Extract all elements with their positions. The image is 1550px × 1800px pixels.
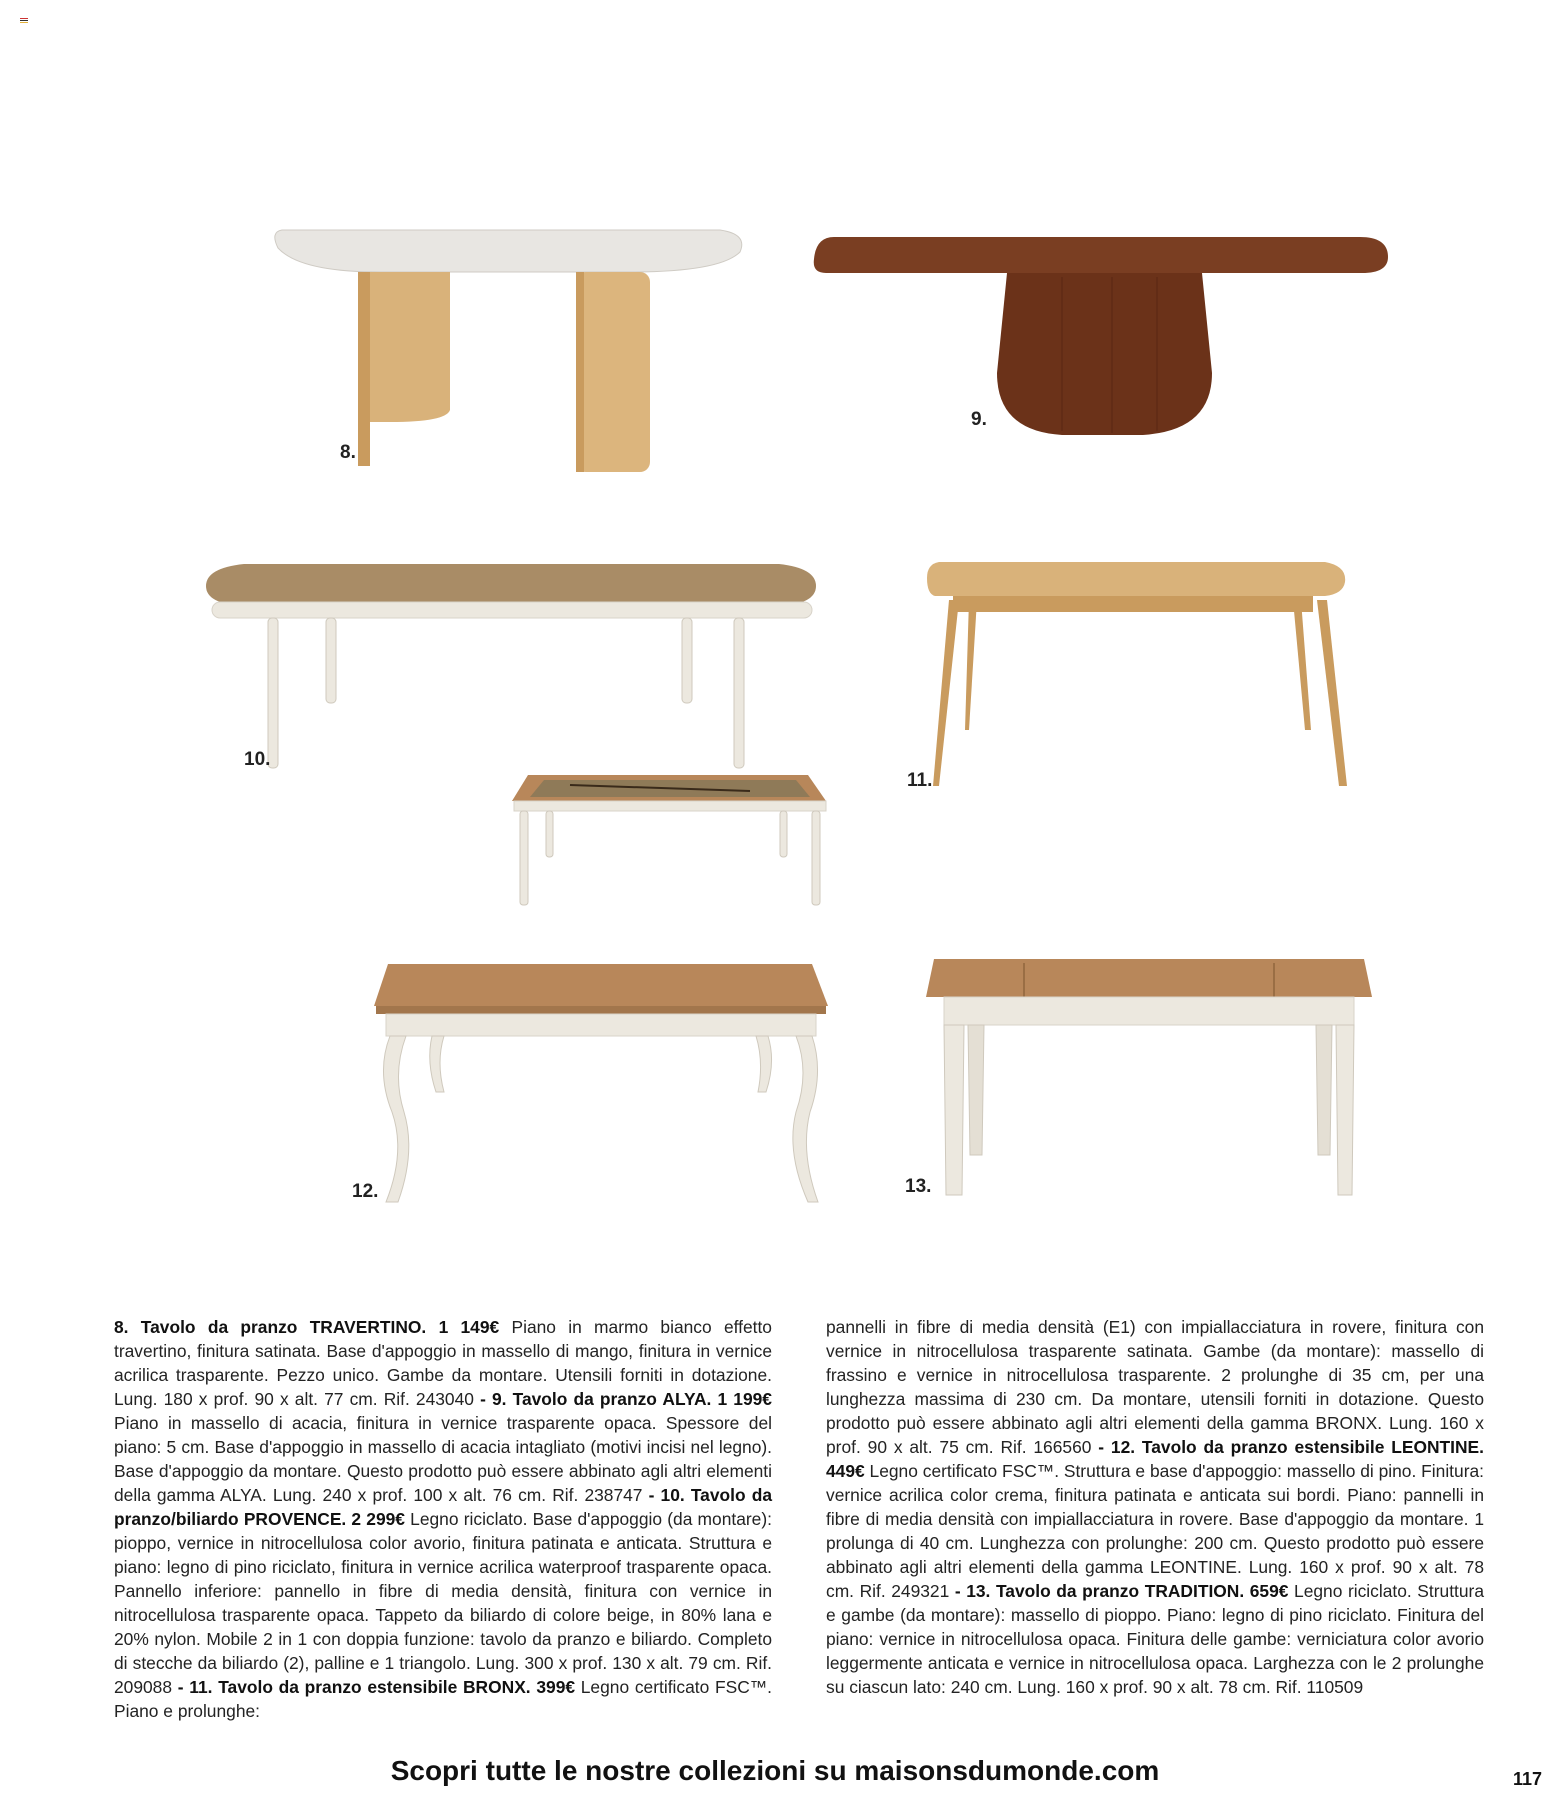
product-image-provence [204,562,819,772]
description-column-left [114,1315,772,1723]
product-image-bronx [925,560,1350,790]
product-number-10: 10. [244,749,271,770]
product-8-title: Tavolo da pranzo [140,1317,298,1337]
product-8-range: TRAVERTINO. [309,1317,427,1337]
product-number-13: 13. [905,1176,932,1197]
product-8-price: 1 149€ [438,1317,500,1337]
product-9-price: 1 199€ [717,1389,772,1409]
product-9-description: Piano in massello di acacia, finitura in vernice trasparente opaca. Spessore del piano: 5 cm. Base d'appoggio in massello di acacia intagliato (motivi incisi nel legno). Base d'appoggio da montare. Questo prodotto può essere abbinato agli altri elementi della gamma ALYA. Lung. 240 x prof. 100 x alt. 76 cm. Rif. 238747 [114,1413,772,1505]
product-11-description-start: Legno certificato FSC™. Piano e prolunghe: [114,1677,772,1721]
product-13-description: Legno riciclato. Struttura e gambe (da montare): massello di pioppo. Piano: legno di pino riciclato. Finitura del piano: vernice in nitrocellulosa opaca. Finitura delle gambe: verniciatura color avorio leggermente anticata e vernice in nitrocellulosa opaca. Larghezza con le 2 prolunghe su ciascun lato: 240 cm. Lung. 160 x prof. 90 x alt. 78 cm. Rif. 110509 [826,1581,1484,1697]
product-number-11: 11. [907,770,933,791]
page-number: 117 [1512,1769,1542,1789]
description-column-right [826,1315,1484,1699]
corner-mark [20,18,28,26]
footer-website-link[interactable]: Scopri tutte le nostre collezioni su maisonsdumonde.com [390,1755,1160,1786]
product-11-heading: - 11. Tavolo da pranzo estensibile BRONX. 399€ [177,1677,576,1697]
product-image-travertino [270,222,750,472]
product-image-leontine [372,962,830,1207]
product-number-9: 9. [971,409,987,430]
product-number-8: 8. [340,442,356,463]
product-11-description-cont: pannelli in fibre di media densità (E1) con impiallacciatura in rovere, finitura con vernice in nitrocellulosa trasparente satinata. Gambe (da montare): massello di frassino e vernice in nitrocellulosa trasparente. 2 prolunghe di 35 cm, per una lunghezza massima di 230 cm. Da montare, utensili forniti in dotazione. Questo prodotto può essere abbinato agli altri elementi della gamma BRONX. Lung. 160 x prof. 90 x alt. 75 cm. Rif. 166560 [826,1317,1484,1457]
product-9-heading: - 9. Tavolo da pranzo ALYA. [480,1389,712,1409]
product-10-description: Legno riciclato. Base d'appoggio (da montare): pioppo, vernice in nitrocellulosa color avorio, finitura patinata e anticata. Struttura e piano: legno di pino riciclato, finitura in vernice acrilica waterproof trasparente opaca. Pannello inferiore: pannello in fibre di media densità, finitura con vernice in nitrocellulosa trasparente opaca. Tappeto da biliardo di colore beige, in 80% lana e 20% nylon. Mobile 2 in 1 con doppia funzione: tavolo da pranzo e biliardo. Completo di stecche da biliardo (2), palline e 1 triangolo. Lung. 300 x prof. 130 x alt. 79 cm. Rif. 209088 [114,1509,772,1697]
product-12-description: Legno certificato FSC™. Struttura e base d'appoggio: massello di pino. Finitura: vernice acrilica color crema, finitura patinata e anticata sui bordi. Piano: pannelli in fibre di media densità con impiallacciatura in rovere. Base d'appoggio da montare. 1 prolunga di 40 cm. Lunghezza con prolunghe: 200 cm. Questo prodotto può essere abbinato agli altri elementi della gamma LEONTINE. Lung. 160 x prof. 90 x alt. 78 cm. Rif. 249321 [826,1461,1484,1601]
product-8-description: Piano in marmo bianco effetto travertino, finitura satinata. Base d'appoggio in massello di mango, finitura in vernice acrilica trasparente. Pezzo unico. Gambe da montare. Utensili forniti in dotazione. Lung. 180 x prof. 90 x alt. 77 cm. Rif. 243040 [114,1317,772,1409]
product-image-tradition [924,957,1374,1202]
product-number-12: 12. [352,1181,379,1202]
product-image-alya [812,235,1392,440]
product-13-heading: - 13. Tavolo da pranzo TRADITION. 659€ [954,1581,1289,1601]
product-8-number: 8. [114,1317,129,1337]
product-10-heading: - 10. Tavolo da pranzo/biliardo PROVENCE. 2 299€ [114,1485,772,1529]
product-image-provence-billiard [510,773,830,909]
product-12-heading: - 12. Tavolo da pranzo estensibile LEONTINE. 449€ [826,1437,1484,1481]
